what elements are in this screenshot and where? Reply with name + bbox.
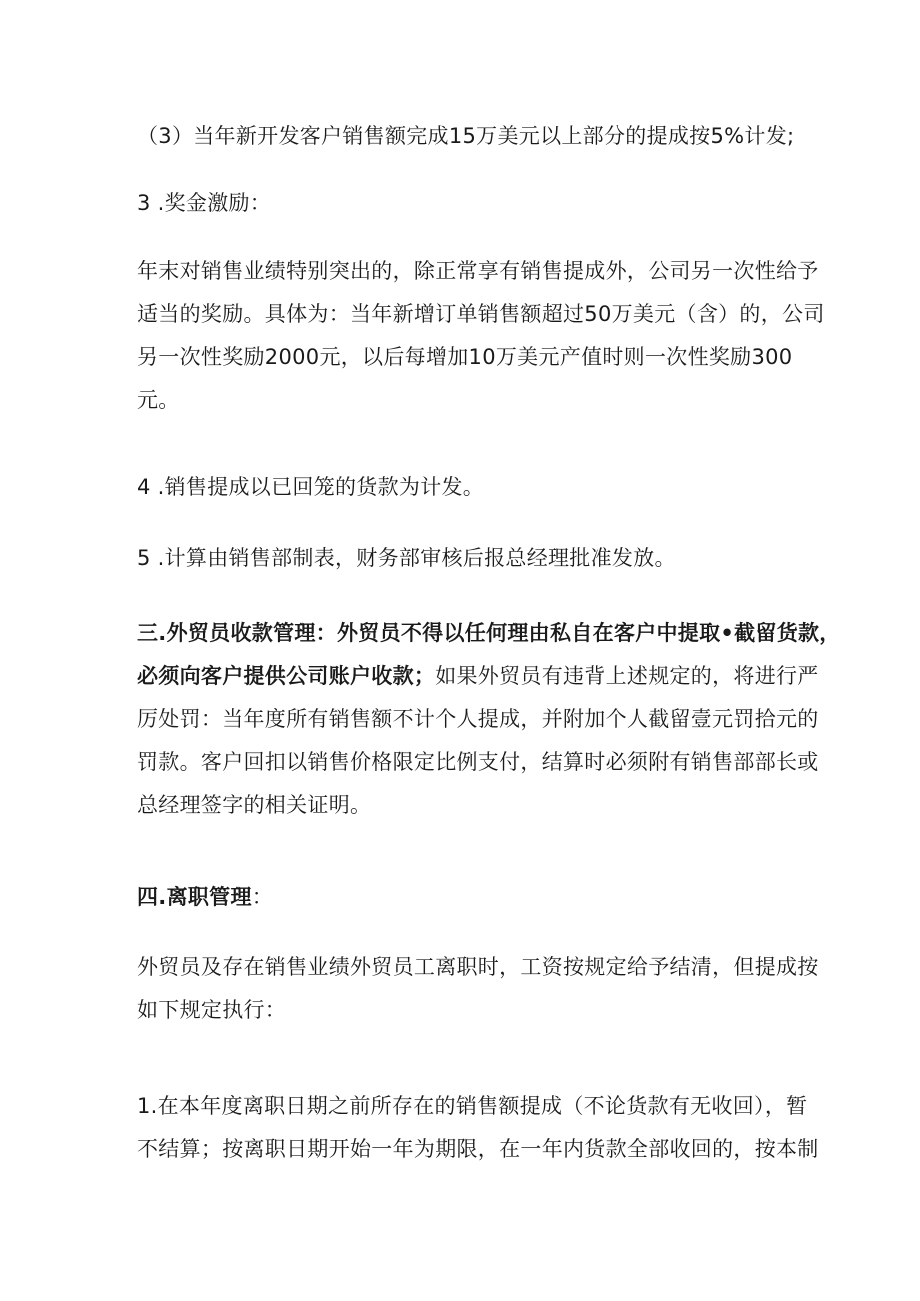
- heading-colon: ：: [251, 885, 274, 909]
- text-line: 不结算；按离职日期开始一年为期限，在一年内货款全部收回的，按本制: [137, 1137, 819, 1161]
- section-resignation-heading: [137, 876, 792, 919]
- text-line: 适当的奖励。具体为：当年新增订单销售额超过50万美元（含）的，公司: [137, 302, 825, 326]
- section-heading-bold: 四.离职管理: [137, 885, 252, 909]
- heading-bonus-incentive: [137, 182, 792, 225]
- text-line: 5 .计算由销售部制表，财务部审核后报总经理批准发放。: [137, 546, 676, 570]
- text-line: 外贸员及存在销售业绩外贸员工离职时，工资按规定给予结清，但提成按: [137, 955, 819, 979]
- text-line: 元。: [137, 388, 180, 412]
- section-heading-bold-line: 三.外贸员收款管理：外贸员不得以任何理由私自在客户中提取•截留货款，: [137, 621, 841, 645]
- text-line: 年末对销售业绩特别突出的，除正常享有销售提成外，公司另一次性给予: [137, 259, 819, 283]
- text-line: （3）当年新开发客户销售额完成15万美元以上部分的提成按5%计发;: [137, 124, 795, 148]
- text-line: 1.在本年度离职日期之前所存在的销售额提成（不论货款有无收回），暂: [137, 1094, 808, 1118]
- paragraph-commission-basis: [137, 466, 792, 509]
- paragraph-bonus-details: [137, 250, 825, 422]
- paragraph-resignation-rule-1: [137, 1085, 819, 1171]
- text-line: 罚款。客户回扣以销售价格限定比例支付，结算时必须附有销售部部长或: [137, 750, 819, 774]
- text-line: [137, 655, 819, 698]
- text-line: 总经理签字的相关证明。: [137, 793, 372, 817]
- text-line: 厉处罚：当年度所有销售额不计个人提成，并附加个人截留壹元罚拾元的: [137, 707, 819, 731]
- text-line: 另一次性奖励2000元，以后每增加10万美元产值时则一次性奖励300: [137, 345, 793, 369]
- paragraph-commission-rule-3: [137, 115, 795, 158]
- text-line: 3 .奖金激励：: [137, 191, 272, 215]
- bold-text: 必须向客户提供公司账户收款；: [137, 664, 436, 688]
- text-line: [137, 876, 792, 919]
- section-collection-management: [137, 612, 841, 827]
- paragraph-calculation-process: [137, 537, 792, 580]
- text-line: 4 .销售提成以已回笼的货款为计发。: [137, 475, 485, 499]
- text-line: 如下规定执行：: [137, 998, 287, 1022]
- normal-text: 如果外贸员有违背上述规定的，将进行严: [435, 664, 819, 688]
- paragraph-resignation-intro: [137, 946, 819, 1032]
